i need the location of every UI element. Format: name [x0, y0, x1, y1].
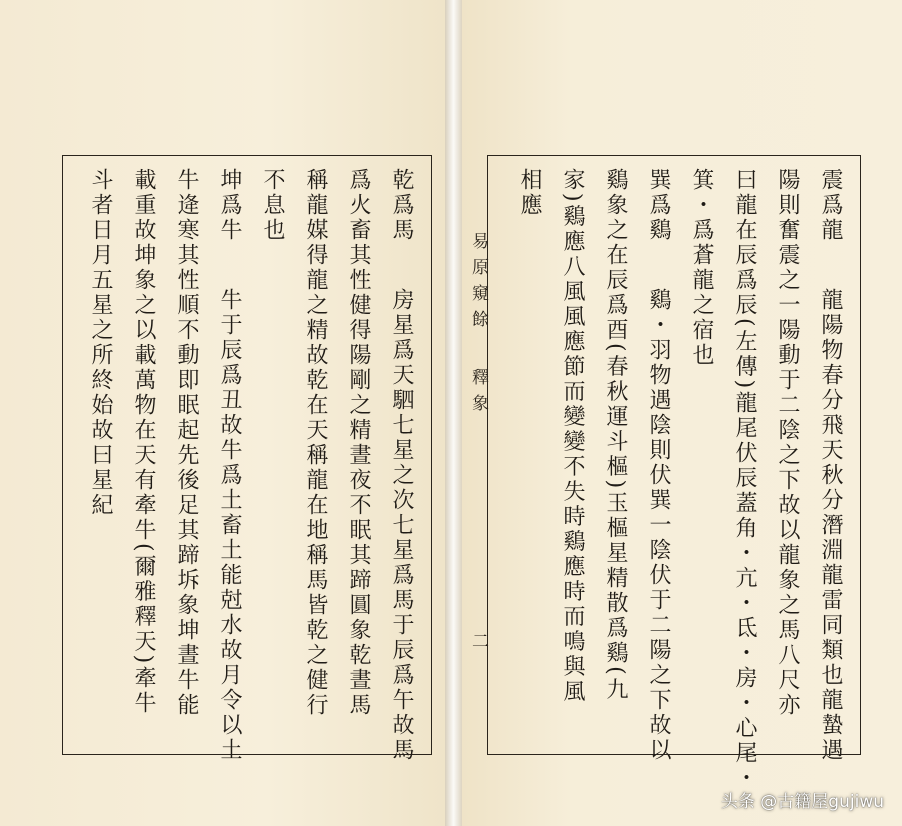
- left-text-frame: [62, 155, 432, 763]
- text-column: 鷄象之在辰爲酉(春秋運斗樞)玉樞星精散爲鷄(九: [603, 168, 628, 703]
- text-column: 陽則奮震之一陽動于二陰之下故以龍象之馬八尺亦: [775, 168, 800, 718]
- section-title: 釋象: [468, 368, 488, 420]
- left-page: [0, 0, 445, 826]
- text-column: 不息也: [260, 168, 285, 243]
- right-text-frame: [487, 155, 861, 792]
- text-column: 牛逄寒其性順不動即眠起先後足其蹄坼象坤晝牛能: [174, 168, 199, 718]
- text-column: 稱龍媒得龍之精故乾在天稱龍在地稱馬皆乾之健行: [303, 168, 328, 718]
- heading-qian-wei-ma: 乾爲馬: [389, 168, 414, 243]
- text-column: 房星爲天駟七星之次七星爲馬于辰爲午故馬: [389, 288, 414, 763]
- heading-xun-wei-ji: 巽爲鷄: [646, 168, 671, 243]
- text-column: 相應: [517, 168, 542, 218]
- page-number: 二: [468, 632, 488, 658]
- heading-kun-wei-niu: 坤爲牛: [217, 168, 242, 243]
- text-column: 家)鷄應八風風應節而變變不失時鷄應時而鳴與風: [560, 168, 585, 705]
- watermark: 头条 @古籍屋gujiwu: [720, 792, 884, 812]
- text-column: 斗者日月五星之所終始故曰星紀: [88, 168, 113, 518]
- heading-zhen-wei-long: 震爲龍: [818, 168, 843, 243]
- book-gutter: [445, 0, 462, 826]
- book-title: 易原窺餘: [468, 232, 488, 336]
- text-column: 載重故坤象之以載萬物在天有牽牛(爾雅釋天)牽牛: [131, 168, 156, 717]
- text-column: 箕・爲蒼龍之宿也: [689, 168, 714, 368]
- text-column: 爲火畜其性健得陽剛之精晝夜不眠其蹄圓象乾晝馬: [346, 168, 371, 718]
- text-column: 牛于辰爲丑故牛爲土畜土能尅水故月令以土: [217, 288, 242, 763]
- text-column: 龍陽物春分飛天秋分潛淵龍雷同類也龍蟄遇: [818, 288, 843, 763]
- text-column: 曰龍在辰爲辰(左傳)龍尾伏辰蓋角・亢・氐・房・心尾・: [732, 168, 757, 792]
- right-page: [462, 0, 902, 826]
- text-column: 鷄・羽物遇陰則伏巽一陰伏于二陽之下故以: [646, 288, 671, 763]
